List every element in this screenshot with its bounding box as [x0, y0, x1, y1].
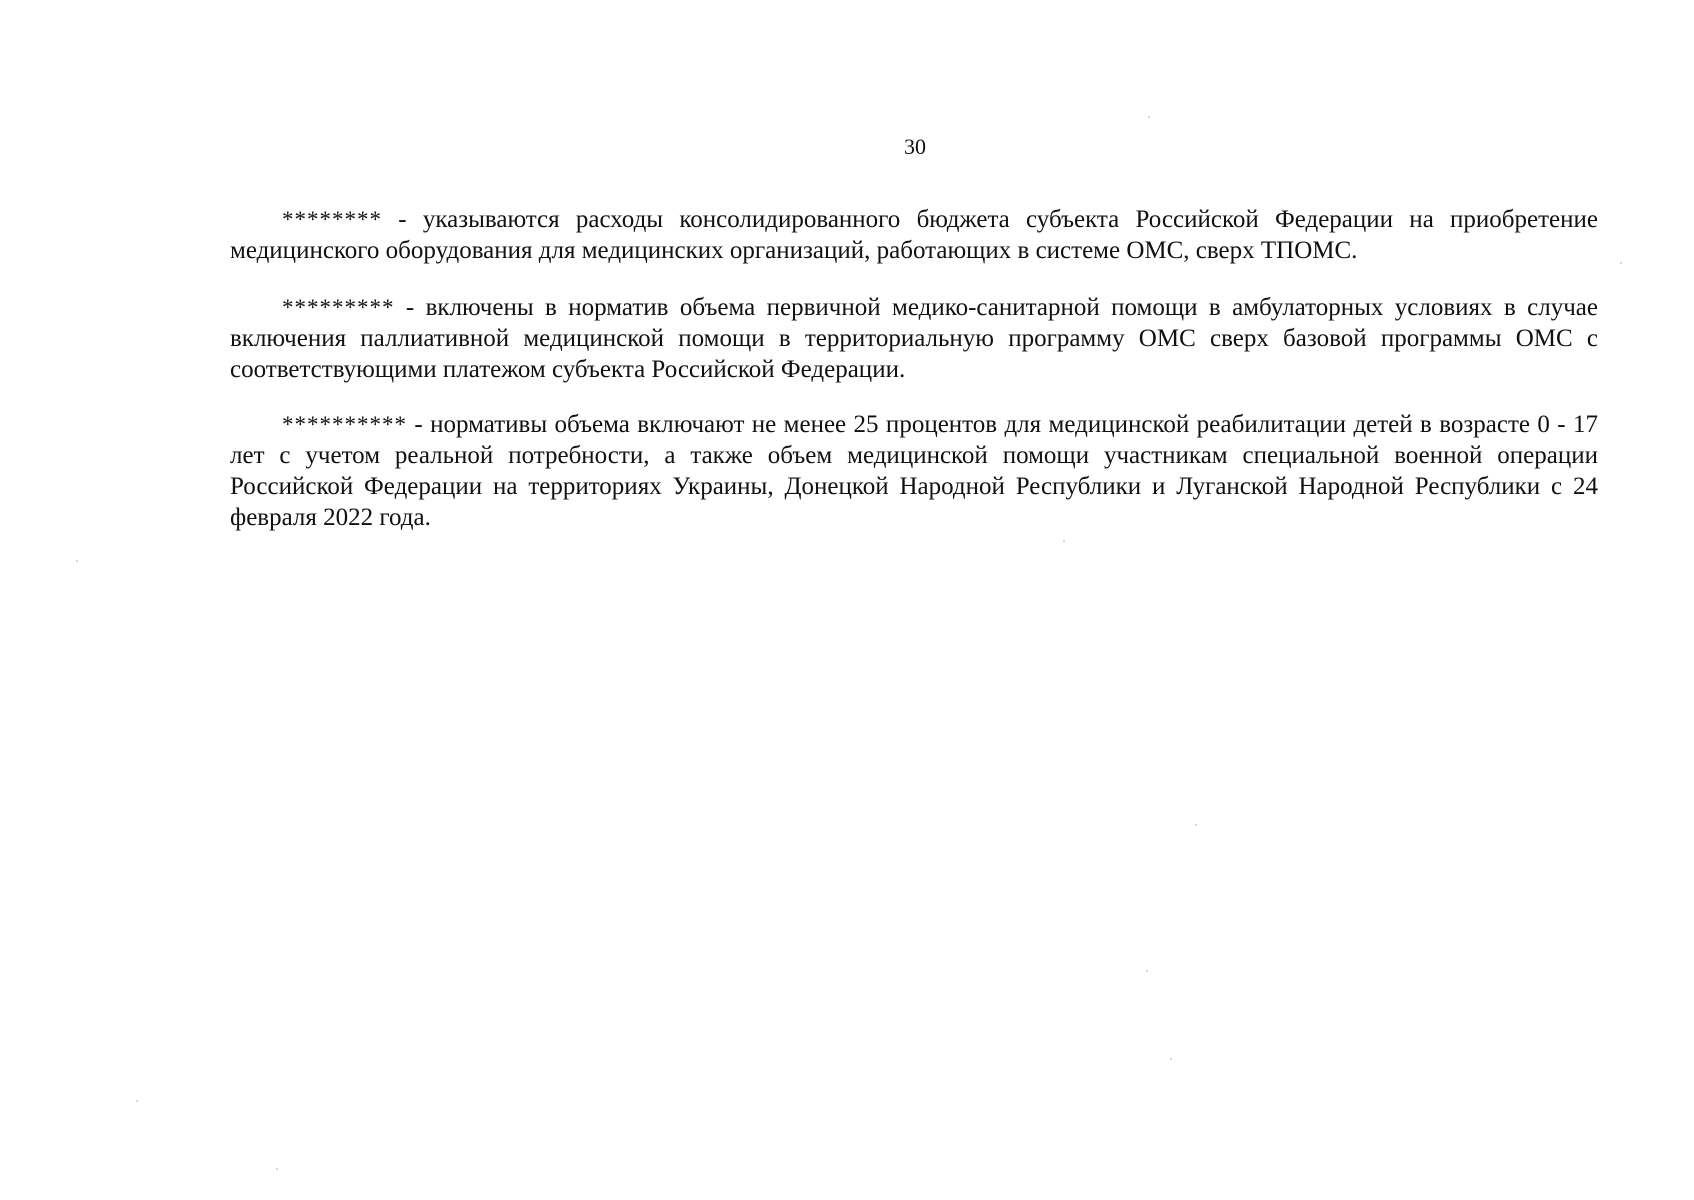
footnote-marker: *********: [282, 295, 395, 320]
footnote-marker: ********: [282, 207, 382, 232]
scan-speck: [276, 1168, 278, 1170]
footnote-text: - нормативы объема включают не менее 25 процентов для медицинской реабилитации детей в возрасте 0 - 17 лет с учетом реальной потребности, а также объем медицинской помощи участникам специальной военной операции Российской Федерации на территориях Украины, Донецкой Народной Республики и Луганской Народной Республики с 24 февраля 2022 года.: [230, 411, 1598, 531]
scan-speck: [1148, 116, 1150, 118]
scan-speck: [136, 1100, 138, 1102]
footnote-1: [230, 204, 1598, 266]
footnote-3: [230, 409, 1598, 533]
page-number: 30: [904, 134, 926, 159]
scan-speck: [1063, 540, 1065, 542]
footnote-2: [230, 292, 1598, 385]
footnotes: [230, 204, 1598, 557]
footnote-text: - указываются расходы консолидированного бюджета субъекта Российской Федерации на приобретение медицинского оборудования для медицинских организаций, работающих в системе ОМС, сверх ТПОМС.: [230, 206, 1598, 264]
scan-speck: [76, 560, 78, 562]
scan-speck: [1195, 824, 1197, 826]
footnote-marker: **********: [282, 412, 407, 437]
scan-speck: [1170, 1058, 1172, 1060]
scan-speck: [1620, 262, 1622, 264]
footnote-text: - включены в норматив объема первичной медико-санитарной помощи в амбулаторных условиях в случае включения паллиативной медицинской помощи в территориальную программу ОМС сверх базовой программы ОМС с соответствующими платежом субъекта Российской Федерации.: [230, 294, 1598, 383]
scan-speck: [1146, 970, 1148, 972]
